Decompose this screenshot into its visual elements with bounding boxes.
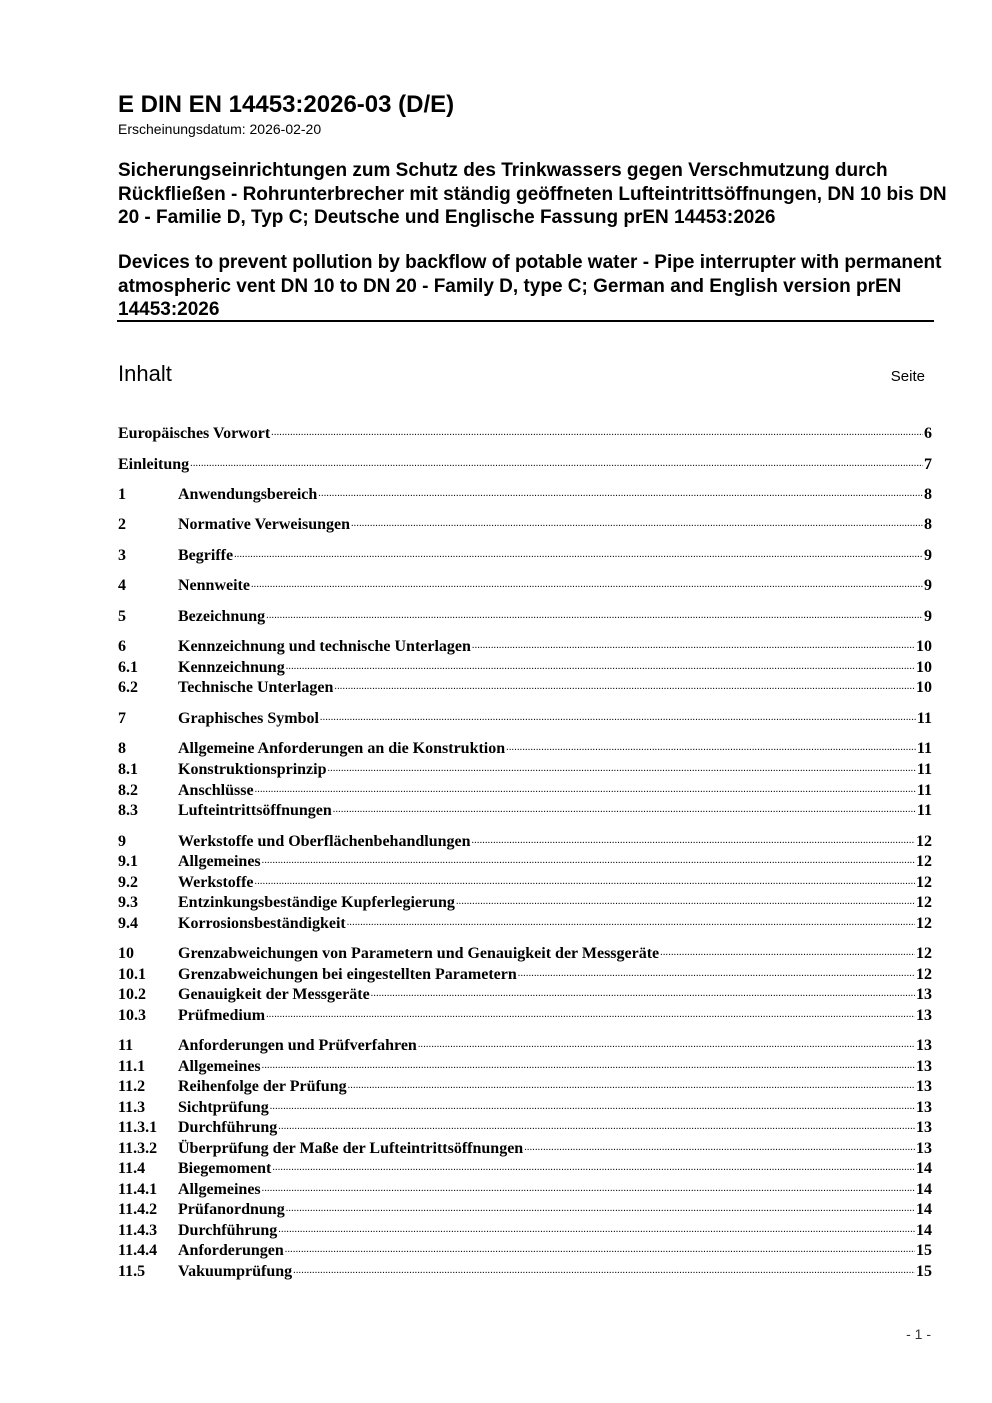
toc-entry-title: Genauigkeit der Messgeräte (178, 986, 370, 1003)
toc-entry[interactable] (118, 978, 932, 1003)
toc-entry-title: Einleitung (118, 456, 190, 473)
toc-entry-number: 10.2 (118, 986, 146, 1003)
toc-entry-number: 11.4.1 (118, 1181, 158, 1198)
toc-entry-title: Prüfanordnung (178, 1201, 285, 1218)
toc-entry-title: Durchführung (178, 1222, 278, 1239)
toc-entry-page: 7 (924, 456, 932, 473)
toc-entry-title: Kennzeichnung und technische Unterlagen (178, 638, 471, 655)
toc-dot-leader (272, 1152, 915, 1173)
toc-entry-page: 10 (916, 638, 932, 655)
toc-dot-leader (293, 1255, 915, 1276)
toc-entry-title: Allgemeines (178, 1181, 261, 1198)
toc-entry-number: 11.3.1 (118, 1119, 158, 1136)
toc-entry[interactable] (118, 794, 932, 819)
toc-entry[interactable] (118, 651, 932, 676)
toc-entry-page: 11 (916, 761, 932, 778)
toc-entry-title: Grenzabweichungen von Parametern und Genauigkeit der Messgeräte (178, 945, 660, 962)
toc-entry-number: 6 (118, 638, 126, 655)
toc-dot-leader (266, 999, 915, 1020)
toc-entry-number: 4 (118, 577, 126, 594)
toc-entry-number: 8.3 (118, 802, 138, 819)
toc-dot-leader (190, 448, 923, 469)
toc-entry[interactable] (118, 630, 932, 655)
toc-dot-leader (333, 794, 916, 815)
toc-dot-leader (471, 825, 915, 846)
toc-entry-title: Entzinkungsbeständige Kupferlegierung (178, 894, 455, 911)
toc-entry-number: 3 (118, 547, 126, 564)
toc-entry[interactable] (118, 417, 932, 442)
toc-entry-title: Graphisches Symbol (178, 710, 319, 727)
toc-dot-leader (286, 651, 915, 672)
toc-entry-title: Prüfmedium (178, 1007, 266, 1024)
toc-entry[interactable] (118, 1050, 932, 1075)
toc-entry-title: Grenzabweichungen bei eingestellten Parametern (178, 966, 517, 983)
toc-entry-number: 5 (118, 608, 126, 625)
toc-entry-number: 11.4.3 (118, 1222, 158, 1239)
toc-entry[interactable] (118, 907, 932, 932)
toc-entry-title: Sichtprüfung (178, 1099, 269, 1116)
toc-entry[interactable] (118, 1173, 932, 1198)
toc-entry-number: 11 (118, 1037, 134, 1054)
document-id: E DIN EN 14453:2026-03 (D/E) (118, 91, 455, 118)
toc-entry-title: Technische Unterlagen (178, 679, 334, 696)
toc-entry-page: 10 (916, 679, 932, 696)
toc-entry-page: 11 (916, 802, 932, 819)
toc-entry[interactable] (118, 1132, 932, 1157)
toc-entry-title: Anforderungen und Prüfverfahren (178, 1037, 417, 1054)
toc-entry[interactable] (118, 671, 932, 696)
toc-entry-title: Anwendungsbereich (178, 486, 318, 503)
toc-dot-leader (278, 1111, 915, 1132)
toc-entry-page: 12 (916, 874, 932, 891)
toc-dot-leader (351, 508, 923, 529)
toc-entry-title: Vakuumprüfung (178, 1263, 293, 1280)
toc-dot-leader (518, 958, 915, 979)
toc-dot-leader (271, 417, 923, 438)
toc-entry-page: 11 (916, 740, 932, 757)
toc-dot-leader (234, 539, 923, 560)
toc-entry-number: 11.4.2 (118, 1201, 158, 1218)
toc-entry[interactable] (118, 732, 932, 757)
toc-dot-leader (418, 1029, 915, 1050)
toc-entry-number: 8.2 (118, 782, 138, 799)
toc-entry[interactable] (118, 1070, 932, 1095)
toc-dot-leader (347, 907, 915, 928)
toc-entry-title: Lufteintrittsöffnungen (178, 802, 332, 819)
toc-entry[interactable] (118, 478, 932, 503)
toc-dot-leader (318, 478, 923, 499)
toc-entry-title: Nennweite (178, 577, 250, 594)
toc-entry-title: Allgemeine Anforderungen an die Konstruktion (178, 740, 506, 757)
toc-entry-title: Bezeichnung (178, 608, 266, 625)
toc-entry-title: Anschlüsse (178, 782, 254, 799)
toc-dot-leader (348, 1070, 915, 1091)
toc-entry-number: 9 (118, 833, 126, 850)
toc-dot-leader (270, 1091, 915, 1112)
toc-entry-title: Anforderungen (178, 1242, 284, 1259)
toc-entry[interactable] (118, 866, 932, 891)
toc-dot-leader (456, 886, 915, 907)
toc-entry[interactable] (118, 1111, 932, 1136)
toc-entry-page: 13 (916, 1140, 932, 1157)
toc-dot-leader (524, 1132, 915, 1153)
toc-entry-title: Werkstoffe (178, 874, 254, 891)
title-german: Sicherungseinrichtungen zum Schutz des Trinkwassers gegen Verschmutzung durch Rückfließen - Rohrunterbrecher mit ständig geöffneten Lufteintrittsöffnungen, DN 10 bis DN 20 - Familie D, Typ C; Deutsche und Englische Fassung prEN 14453:2026 (118, 160, 947, 228)
toc-entry[interactable] (118, 1234, 932, 1259)
toc-entry-page: 8 (924, 486, 932, 503)
toc-entry-number: 9.4 (118, 915, 138, 932)
toc-entry-page: 9 (924, 547, 932, 564)
toc-entry-page: 12 (916, 945, 932, 962)
toc-entry[interactable] (118, 1029, 932, 1054)
toc-entry-title: Werkstoffe und Oberflächenbehandlungen (178, 833, 471, 850)
toc-entry[interactable] (118, 569, 932, 594)
toc-entry-number: 10 (118, 945, 134, 962)
page-number: - 1 - (906, 1326, 931, 1342)
toc-entry[interactable] (118, 702, 932, 727)
toc-entry-page: 13 (916, 1078, 932, 1095)
toc-entry-page: 12 (916, 894, 932, 911)
toc-dot-leader (262, 1173, 915, 1194)
toc-entry-number: 6.1 (118, 659, 138, 676)
toc-entry-title: Konstruktionsprinzip (178, 761, 327, 778)
toc-entry-page: 6 (924, 425, 932, 442)
toc-entry-number: 1 (118, 486, 126, 503)
toc-dot-leader (371, 978, 915, 999)
toc-entry-number: 11.4 (118, 1160, 146, 1177)
toc-entry-page: 13 (916, 1058, 932, 1075)
toc-dot-leader (472, 630, 915, 651)
toc-entry-page: 13 (916, 1099, 932, 1116)
toc-entry-number: 10.1 (118, 966, 146, 983)
toc-entry[interactable] (118, 774, 932, 799)
toc-dot-leader (266, 600, 923, 621)
toc-entry[interactable] (118, 845, 932, 870)
toc-entry-title: Biegemoment (178, 1160, 272, 1177)
toc-dot-leader (506, 732, 916, 753)
toc-dot-leader (278, 1214, 915, 1235)
toc-dot-leader (262, 1050, 915, 1071)
toc-entry-page: 12 (916, 915, 932, 932)
toc-entry-title: Europäisches Vorwort (118, 425, 271, 442)
toc-entry[interactable] (118, 448, 932, 473)
publication-date: Erscheinungsdatum: 2026-02-20 (118, 121, 322, 137)
toc-entry-number: 11.1 (118, 1058, 146, 1075)
toc-dot-leader (286, 1193, 915, 1214)
toc-entry-title: Durchführung (178, 1119, 278, 1136)
toc-dot-leader (285, 1234, 915, 1255)
toc-dot-leader (334, 671, 915, 692)
toc-entry-page: 15 (916, 1242, 932, 1259)
toc-entry-number: 11.3 (118, 1099, 146, 1116)
toc-entry[interactable] (118, 999, 932, 1024)
toc-entry-page: 12 (916, 833, 932, 850)
toc-entry-page: 14 (916, 1222, 932, 1239)
toc-entry-page: 9 (924, 577, 932, 594)
toc-entry-page: 13 (916, 1037, 932, 1054)
toc-entry-number: 9.3 (118, 894, 138, 911)
toc-heading: Inhalt (118, 361, 172, 386)
toc-entry-title: Begriffe (178, 547, 234, 564)
toc-entry-number: 7 (118, 710, 126, 727)
toc-entry-page: 13 (916, 986, 932, 1003)
title-english: Devices to prevent pollution by backflow of potable water - Pipe interrupter with permanent atmospheric vent DN 10 to DN 20 - Family D, type C; German and English version prEN 14453:2026 (118, 252, 942, 320)
title-divider (117, 320, 934, 322)
toc-entry-number: 10.3 (118, 1007, 146, 1024)
toc-entry-number: 9.1 (118, 853, 138, 870)
toc-entry-title: Allgemeines (178, 853, 261, 870)
toc-entry-title: Korrosionsbeständigkeit (178, 915, 346, 932)
toc-entry-page: 13 (916, 1119, 932, 1136)
toc-page-column-label: Seite (890, 368, 925, 385)
toc-entry-number: 6.2 (118, 679, 138, 696)
toc-entry[interactable] (118, 508, 932, 533)
toc-entry[interactable] (118, 886, 932, 911)
toc-entry-page: 10 (916, 659, 932, 676)
toc-entry[interactable] (118, 1091, 932, 1116)
toc-entry-title: Allgemeines (178, 1058, 261, 1075)
toc-entry[interactable] (118, 1255, 932, 1280)
toc-entry-page: 14 (916, 1160, 932, 1177)
toc-entry-page: 12 (916, 853, 932, 870)
toc-entry-number: 9.2 (118, 874, 138, 891)
toc-entry[interactable] (118, 937, 932, 962)
toc-dot-leader (251, 569, 923, 590)
toc-entry-number: 11.5 (118, 1263, 146, 1280)
toc-entry-title: Überprüfung der Maße der Lufteintrittsöffnungen (178, 1140, 524, 1157)
toc-entry[interactable] (118, 600, 932, 625)
toc-entry[interactable] (118, 539, 932, 564)
toc-entry-number: 2 (118, 516, 126, 533)
toc-entry-page: 9 (924, 608, 932, 625)
toc-dot-leader (660, 937, 915, 958)
toc-entry-page: 11 (916, 710, 932, 727)
toc-entry-number: 8 (118, 740, 126, 757)
toc-entry-number: 11.3.2 (118, 1140, 158, 1157)
toc-entry-number: 8.1 (118, 761, 138, 778)
toc-dot-leader (255, 774, 916, 795)
toc-entry[interactable] (118, 1214, 932, 1239)
toc-entry[interactable] (118, 753, 932, 778)
toc-entry-title: Normative Verweisungen (178, 516, 350, 533)
toc-entry-page: 13 (916, 1007, 932, 1024)
toc-entry-title: Kennzeichnung (178, 659, 285, 676)
toc-entry-page: 12 (916, 966, 932, 983)
toc-dot-leader (327, 753, 915, 774)
toc-dot-leader (262, 845, 915, 866)
toc-entry-page: 14 (916, 1201, 932, 1218)
toc-entry[interactable] (118, 958, 932, 983)
toc-entry-title: Reihenfolge der Prüfung (178, 1078, 347, 1095)
toc-entry[interactable] (118, 1193, 932, 1218)
toc-entry-page: 14 (916, 1181, 932, 1198)
toc-entry-page: 11 (916, 782, 932, 799)
toc-entry-page: 15 (916, 1263, 932, 1280)
toc-dot-leader (255, 866, 915, 887)
toc-entry[interactable] (118, 1152, 932, 1177)
toc-entry[interactable] (118, 825, 932, 850)
toc-entry-number: 11.2 (118, 1078, 146, 1095)
toc-dot-leader (320, 702, 916, 723)
toc-entry-number: 11.4.4 (118, 1242, 158, 1259)
toc-entry-page: 8 (924, 516, 932, 533)
